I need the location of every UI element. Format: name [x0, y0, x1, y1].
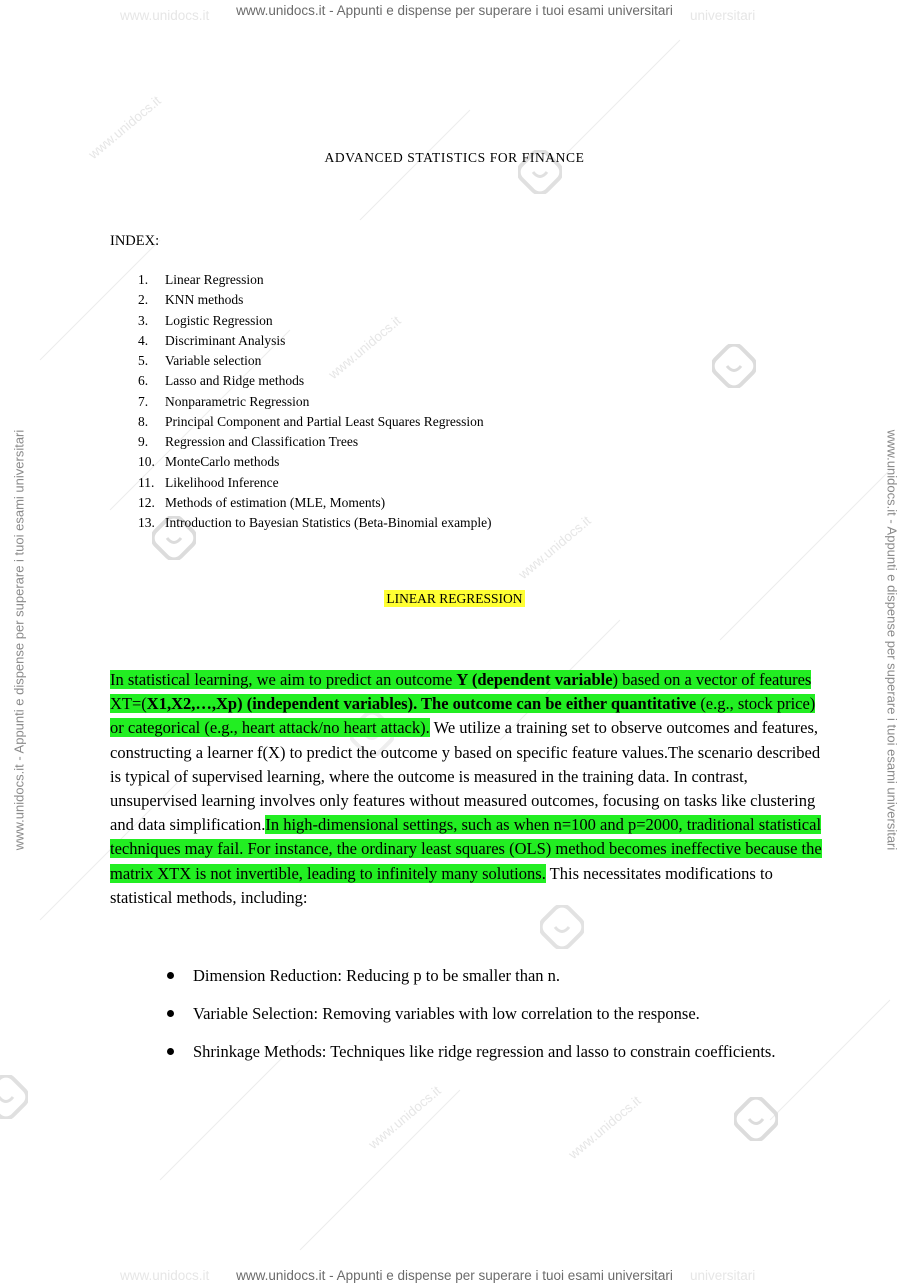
index-item-label: Methods of estimation (MLE, Moments) [165, 494, 386, 510]
watermark-faint-text: www.unidocs.it [120, 1268, 210, 1283]
body-paragraph [110, 668, 830, 910]
index-item-label: Logistic Regression [165, 312, 273, 328]
unidocs-logo-icon [540, 905, 584, 949]
unidocs-logo-icon [712, 344, 756, 388]
index-item [110, 414, 492, 434]
watermark-banner-bottom: www.unidocs.it - Appunti e dispense per superare i tuoi esami universitari [236, 1268, 673, 1283]
paragraph-text: This necessitates modifications to statistical methods, including: [110, 863, 773, 907]
index-item-number: 1. [138, 272, 149, 287]
index-item-label: Nonparametric Regression [165, 393, 310, 409]
index-item-number: 7. [138, 393, 149, 409]
bullet-item [165, 998, 785, 1029]
index-item [110, 353, 492, 373]
unidocs-logo-icon [0, 1075, 28, 1119]
index-item-label: KNN methods [165, 292, 244, 308]
index-item-label: Likelihood Inference [165, 474, 279, 490]
index-item-label: Regression and Classification Trees [165, 434, 359, 449]
index-item-number: 12. [138, 494, 155, 510]
bullet-text: Shrinkage Methods: Techniques like ridge regression and lasso to constrain coefficients. [193, 1042, 776, 1061]
watermark-faint-text: www.unidocs.it [565, 1093, 644, 1162]
index-item-label: Linear Regression [165, 272, 264, 287]
index-item [110, 434, 492, 454]
index-item-label: Variable selection [165, 353, 262, 368]
index-item-number: 6. [138, 373, 149, 389]
watermark-banner-top: www.unidocs.it - Appunti e dispense per superare i tuoi esami universitari [236, 3, 673, 18]
index-item [110, 313, 492, 333]
highlighted-text: (e.g., stock price) or categorical (e.g., heart attack/no heart attack). [110, 694, 816, 738]
index-item-number: 13. [138, 515, 155, 530]
index-item [110, 373, 492, 393]
document-title: ADVANCED STATISTICS FOR FINANCE [324, 150, 585, 165]
index-heading: INDEX: [110, 233, 160, 249]
index-item-number: 9. [138, 434, 149, 449]
bullet-text: Dimension Reduction: Reducing p to be smaller than n. [193, 966, 561, 985]
watermark-faint-text: universitari [690, 8, 756, 23]
index-item-label: Lasso and Ridge methods [165, 373, 305, 389]
highlighted-text: ) based on a vector of features XT=( [110, 670, 812, 714]
highlighted-text: In statistical learning, we aim to predict an outcome [110, 670, 457, 689]
index-item-number: 4. [138, 332, 149, 348]
highlighted-bold-text: Y (dependent variable [456, 670, 613, 689]
section-heading [0, 591, 909, 607]
index-item-number: 11. [138, 474, 155, 490]
unidocs-logo-icon [734, 1097, 778, 1141]
index-item-label: Principal Component and Partial Least Squares Regression [165, 413, 484, 429]
watermark-faint-text: www.unidocs.it [120, 8, 210, 23]
watermark-banner-left: www.unidocs.it - Appunti e dispense per superare i tuoi esami universitari [11, 429, 27, 851]
highlighted-bold-text: X1,X2,…,Xp) (independent variables). The outcome can be either quantitative [146, 694, 697, 714]
index-item-label: Discriminant Analysis [165, 332, 286, 348]
bullet-list [165, 960, 785, 1074]
bullet-item [165, 960, 785, 991]
bullet-dot-icon [167, 1010, 174, 1017]
watermark-faint-text: www.unidocs.it [365, 1083, 444, 1152]
index-item [110, 272, 492, 292]
watermark-banner-right: www.unidocs.it - Appunti e dispense per superare i tuoi esami universitari [884, 429, 900, 851]
watermark-faint-text: www.unidocs.it [85, 93, 164, 162]
index-item-number: 10. [138, 454, 155, 470]
index-item [110, 515, 492, 535]
bullet-dot-icon [167, 1048, 174, 1055]
section-heading-text: LINEAR REGRESSION [386, 591, 523, 606]
index-item [110, 454, 492, 474]
bullet-item [165, 1036, 785, 1067]
index-list [110, 272, 492, 535]
bullet-dot-icon [167, 972, 174, 979]
index-item-number: 3. [138, 312, 149, 328]
index-item-label: MonteCarlo methods [165, 454, 280, 470]
index-item [110, 394, 492, 414]
index-item [110, 292, 492, 312]
index-item [110, 495, 492, 515]
watermark-faint-text: www.unidocs.it [325, 313, 404, 382]
watermark-faint-text: www.unidocs.it [515, 513, 594, 582]
index-item-label: Introduction to Bayesian Statistics (Beta-Binomial example) [165, 515, 492, 530]
index-item [110, 475, 492, 495]
watermark-faint-text: universitari [690, 1268, 756, 1283]
index-item-number: 5. [138, 353, 149, 368]
highlighted-text: In high-dimensional settings, such as when n=100 and p=2000, traditional statistical techniques may fail. For instance, the ordinary least squares (OLS) method becomes ineffective because the matrix XTX is not invertible, leading to infinitely many solutions. [110, 815, 822, 883]
index-item-number: 2. [138, 292, 149, 308]
bullet-text: Variable Selection: Removing variables with low correlation to the response. [193, 1004, 700, 1023]
index-item-number: 8. [138, 413, 149, 429]
paragraph-text: We utilize a training set to observe outcomes and features, constructing a learner f(X) to predict the outcome y based on specific feature values.The scenario described is typical of supervised learning, where the outcome is measured in the training data. In contrast, unsupervised learning involves only features without measured outcomes, focusing on tasks like clustering and data simplification. [110, 718, 821, 835]
index-item [110, 333, 492, 353]
